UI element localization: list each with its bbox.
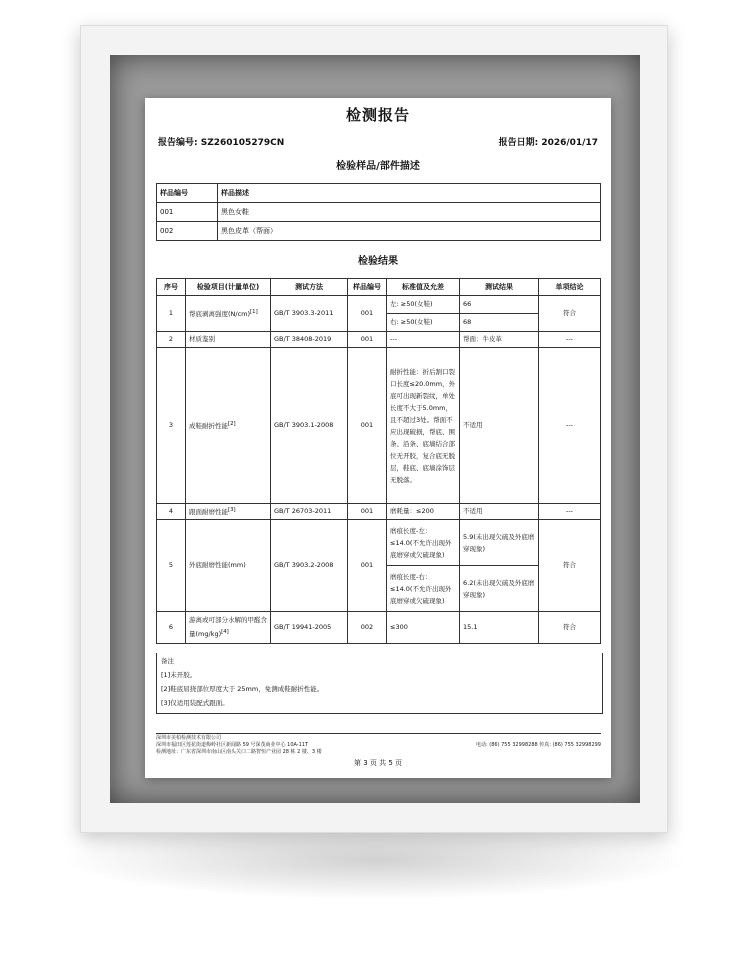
header-cell: 测试方法 [271, 279, 348, 296]
footer-company: 深圳市美柏检测技术有限公司 [156, 735, 222, 741]
standard-value: 磨痕长度-左：≤14.0(不允许出现外底磨穿或欠硫现象) [387, 520, 460, 566]
sample-desc: 黑色女鞋 [218, 203, 601, 222]
conclusion: 符合 [539, 612, 601, 644]
header-cell: 单项结论 [539, 279, 601, 296]
note-item: [1]未开胶。 [161, 671, 197, 679]
standard-value: 耐折性能：折后割口裂口长度≤20.0mm，外底可出现新裂纹，单处长度不大于5.0mm，且不超过3处。帮面不应出现破损，帮底、围条、沿条、底墙结合部位无开胶，复合底无脱层，鞋底、底墙涂饰层无脱落。 [387, 348, 460, 504]
page-number: 第 3 页 共 5 页 [353, 759, 403, 767]
conclusion: 符合 [539, 296, 601, 332]
header-cell: 样品编号 [348, 279, 387, 296]
test-item: 成鞋耐折性能[2] [186, 348, 271, 504]
table-row [157, 504, 601, 520]
row-number: 1 [157, 296, 186, 332]
table-row [157, 203, 601, 222]
test-method: GB/T 3903.1-2008 [271, 348, 348, 504]
report-page [145, 98, 611, 778]
sample-number: 001 [348, 332, 387, 348]
report-title: 检测报告 [345, 106, 410, 124]
standard-value: --- [387, 332, 460, 348]
table-row [157, 520, 601, 566]
table-row [157, 332, 601, 348]
results-header-row [157, 279, 601, 296]
notes-box [156, 653, 603, 714]
samples-title: 检验样品/部件描述 [336, 161, 420, 172]
test-result: 5.9(未出现欠硫及外底磨穿现象) [460, 520, 539, 566]
sample-id: 002 [157, 222, 218, 241]
row-number: 6 [157, 612, 186, 644]
table-row [157, 222, 601, 241]
header-cell: 测试结果 [460, 279, 539, 296]
test-item: 材质鉴别 [186, 332, 271, 348]
test-result: 66 [460, 296, 539, 314]
samples-header-cell: 样品编号 [157, 184, 218, 203]
results-table [156, 278, 601, 644]
test-item: 游离或可部分水解的甲醛含量(mg/kg)[4] [186, 612, 271, 644]
sample-id: 001 [157, 203, 218, 222]
footer-contact: 电话: (86) 755 32998288 传真: (86) 755 32998299 [475, 742, 601, 748]
test-item: 外底耐磨性能(mm) [186, 520, 271, 612]
standard-value: ≤300 [387, 612, 460, 644]
conclusion: --- [539, 348, 601, 504]
test-result: 15.1 [460, 612, 539, 644]
table-row [157, 612, 601, 644]
samples-header-row [157, 184, 601, 203]
standard-value: 磨耗量：≤200 [387, 504, 460, 520]
conclusion: --- [539, 504, 601, 520]
conclusion: --- [539, 332, 601, 348]
notes-heading: 备注 [161, 657, 174, 665]
test-method: GB/T 3903.3-2011 [271, 296, 348, 332]
samples-table [156, 183, 601, 241]
table-row [157, 296, 601, 314]
test-result: 帮面：牛皮革 [460, 332, 539, 348]
row-number: 5 [157, 520, 186, 612]
standard-value: 右: ≥50(女鞋) [387, 314, 460, 332]
standard-value: 磨痕长度-右：≤14.0(不允许出现外底磨穿或欠硫现象) [387, 566, 460, 612]
sample-number: 001 [348, 504, 387, 520]
test-result: 68 [460, 314, 539, 332]
sample-number: 001 [348, 520, 387, 612]
header-cell: 标准值及允差 [387, 279, 460, 296]
row-number: 4 [157, 504, 186, 520]
sample-number: 001 [348, 296, 387, 332]
test-method: GB/T 26703-2011 [271, 504, 348, 520]
conclusion: 符合 [539, 520, 601, 612]
row-number: 2 [157, 332, 186, 348]
report-number: 报告编号: SZ260105279CN [158, 138, 285, 148]
test-method: GB/T 3903.2-2008 [271, 520, 348, 612]
test-result: 不适用 [460, 348, 539, 504]
test-method: GB/T 19941-2005 [271, 612, 348, 644]
samples-header-cell: 样品描述 [218, 184, 601, 203]
sample-desc: 黑色皮革（帮面） [218, 222, 601, 241]
note-item: [2]鞋底屈挠部位厚度大于 25mm，免测成鞋耐折性能。 [161, 685, 324, 693]
footer-divider [156, 733, 601, 734]
row-number: 3 [157, 348, 186, 504]
footer [156, 735, 601, 756]
footer-address: 深圳市福田区莲花街道梅岭社区新闻路 59 号深茂商业中心 10A-11T [156, 742, 309, 748]
table-row [157, 348, 601, 504]
test-item: 跟面耐磨性能[3] [186, 504, 271, 520]
standard-value: 左: ≥50(女鞋) [387, 296, 460, 314]
sample-number: 001 [348, 348, 387, 504]
header-cell: 序号 [157, 279, 186, 296]
test-item: 帮底剥离强度(N/cm)[1] [186, 296, 271, 332]
test-result: 6.2(未出现欠硫及外底磨穿现象) [460, 566, 539, 612]
sample-number: 002 [348, 612, 387, 644]
note-item: [3]仅适用装配式跟面。 [161, 699, 229, 707]
test-method: GB/T 38408-2019 [271, 332, 348, 348]
header-cell: 检验项目(计量单位) [186, 279, 271, 296]
footer-test-address: 检测地址：广东省深圳市南山区南头关口二路智恒产业园 28 栋 2 楼、3 楼 [156, 749, 322, 755]
report-date: 报告日期: 2026/01/17 [498, 138, 598, 148]
results-title: 检验结果 [358, 256, 398, 267]
test-result: 不适用 [460, 504, 539, 520]
